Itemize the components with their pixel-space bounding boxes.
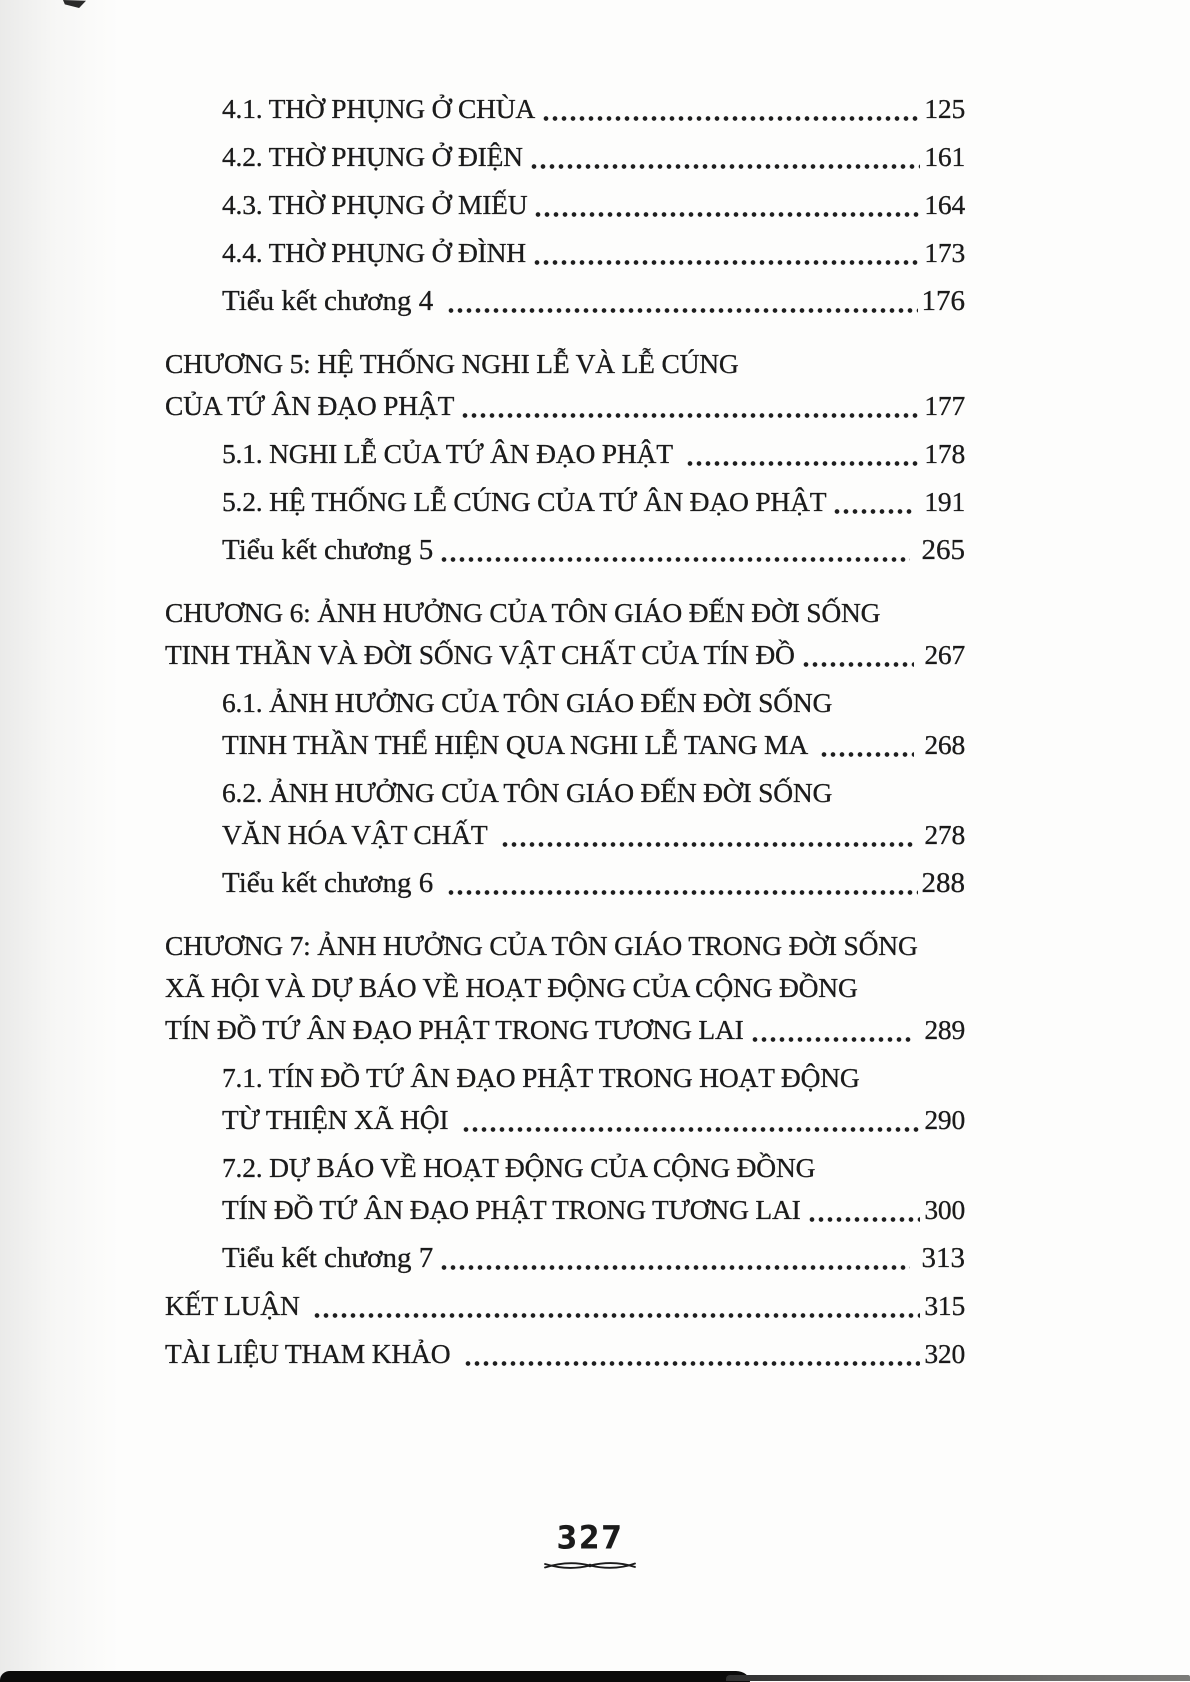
toc-entry [165, 433, 965, 475]
toc-entry-page-number: 268 [917, 729, 965, 760]
toc-entry-title: 7.1. TÍN ĐỒ TỨ ÂN ĐẠO PHẬT TRONG HOẠT ĐỘNG [222, 1062, 860, 1093]
toc-entry-line [222, 682, 965, 724]
toc-entry-line [165, 1009, 965, 1051]
dot-leader [440, 1263, 910, 1272]
toc-entry-title: 5.1. NGHI LỄ CỦA TỨ ÂN ĐẠO PHẬT [222, 438, 679, 469]
page-number: 327 [556, 1519, 624, 1558]
toc-entry-title: 6.1. ẢNH HƯỞNG CỦA TÔN GIÁO ĐẾN ĐỜI SỐNG [222, 687, 833, 718]
toc-entry-title: 6.2. ẢNH HƯỞNG CỦA TÔN GIÁO ĐẾN ĐỜI SỐNG [222, 777, 833, 808]
toc-entry [165, 529, 965, 571]
toc-entry-title: TINH THẦN VÀ ĐỜI SỐNG VẬT CHẤT CỦA TÍN ĐỒ [165, 639, 795, 670]
toc-entry-page-number: 178 [924, 438, 965, 469]
table-of-contents [165, 88, 965, 1381]
toc-entry-line [222, 1147, 965, 1189]
toc-entry-line [165, 925, 965, 967]
toc-entry [165, 481, 965, 523]
toc-entry-line [222, 481, 965, 523]
toc-entry-line [222, 1189, 965, 1231]
toc-entry-line [222, 814, 965, 856]
toc-entry [165, 343, 965, 427]
toc-entry [165, 184, 965, 226]
toc-entry-title: CHƯƠNG 6: ẢNH HƯỞNG CỦA TÔN GIÁO ĐẾN ĐỜI SỐNG [165, 597, 881, 628]
dot-leader [464, 1359, 920, 1368]
dot-leader [820, 750, 914, 759]
toc-entry-title: 4.4. THỜ PHỤNG Ở ĐÌNH [222, 237, 526, 268]
dot-leader [534, 210, 920, 219]
toc-entry-line [222, 433, 965, 475]
toc-entry-title: Tiểu kết chương 4 [222, 285, 441, 317]
toc-entry [165, 1333, 965, 1375]
toc-entry-line [165, 1333, 965, 1375]
dot-leader [751, 1035, 914, 1044]
toc-entry-page-number: 278 [917, 819, 965, 850]
toc-entry [165, 592, 965, 676]
toc-entry-page-number: 191 [917, 486, 965, 517]
toc-entry-page-number: 315 [924, 1290, 965, 1321]
dot-leader [440, 555, 910, 564]
toc-entry-title: CHƯƠNG 5: HỆ THỐNG NGHI LỄ VÀ LỄ CÚNG [165, 348, 739, 379]
toc-entry [165, 1057, 965, 1141]
toc-entry-title: Tiểu kết chương 7 [222, 1242, 434, 1274]
toc-entry-line [222, 862, 965, 904]
toc-entry-page-number: 177 [924, 390, 965, 421]
dot-leader [808, 1215, 921, 1224]
toc-entry [165, 1285, 965, 1327]
toc-entry-title: 4.3. THỜ PHỤNG Ở MIẾU [222, 189, 528, 220]
dot-leader [533, 258, 920, 267]
scan-artifact-top [63, 0, 86, 8]
toc-entry-title: 5.2. HỆ THỐNG LỄ CÚNG CỦA TỨ ÂN ĐẠO PHẬT [222, 486, 827, 517]
dot-leader [686, 459, 920, 468]
toc-entry [165, 1147, 965, 1231]
toc-entry-page-number: 313 [914, 1242, 965, 1274]
page-footer [0, 1519, 1180, 1573]
toc-entry-page-number: 161 [924, 141, 965, 172]
toc-entry-line [165, 343, 965, 385]
toc-entry-title: Tiểu kết chương 5 [222, 534, 434, 566]
dot-leader [461, 411, 920, 420]
toc-entry-line [222, 136, 965, 178]
toc-entry-title: 4.1. THỜ PHỤNG Ở CHÙA [222, 93, 536, 124]
toc-entry-line [222, 529, 965, 571]
toc-entry-line [222, 1057, 965, 1099]
toc-entry-title: 4.2. THỜ PHỤNG Ở ĐIỆN [222, 141, 523, 172]
toc-entry [165, 232, 965, 274]
toc-entry [165, 136, 965, 178]
toc-entry-line [165, 592, 965, 634]
toc-entry-title: TỪ THIỆN XÃ HỘI [222, 1104, 456, 1135]
toc-entry-line [222, 280, 965, 322]
toc-entry-page-number: 164 [924, 189, 965, 220]
dot-leader [462, 1125, 920, 1134]
toc-entry-page-number: 267 [917, 639, 965, 670]
toc-entry-page-number: 290 [924, 1104, 965, 1135]
scan-artifact-bottom-right [726, 1675, 1190, 1681]
dot-leader [501, 840, 914, 849]
toc-entry-line [222, 772, 965, 814]
toc-entry-line [222, 724, 965, 766]
toc-entry-page-number: 300 [924, 1194, 965, 1225]
toc-entry [165, 682, 965, 766]
scan-artifact-bottom-left [0, 1671, 750, 1682]
page-number-flourish-icon [542, 1558, 638, 1573]
toc-entry-line [165, 634, 965, 676]
toc-entry-title: TINH THẦN THỂ HIỆN QUA NGHI LỄ TANG MA [222, 729, 814, 760]
toc-entry [165, 88, 965, 130]
toc-entry-title: TÀI LIỆU THAM KHẢO [165, 1338, 458, 1369]
toc-entry [165, 280, 965, 322]
toc-entry-page-number: 173 [924, 237, 965, 268]
dot-leader [313, 1311, 920, 1320]
toc-entry-title: CỦA TỨ ÂN ĐẠO PHẬT [165, 390, 455, 421]
toc-entry-line [165, 1285, 965, 1327]
toc-entry-title: KẾT LUẬN [165, 1290, 307, 1321]
dot-leader [447, 888, 917, 897]
dot-leader [833, 507, 913, 516]
toc-entry-page-number: 320 [924, 1338, 965, 1369]
toc-entry-page-number: 288 [921, 867, 965, 899]
toc-entry-title: XÃ HỘI VÀ DỰ BÁO VỀ HOẠT ĐỘNG CỦA CỘNG ĐỒNG [165, 972, 858, 1003]
toc-entry-title: TÍN ĐỒ TỨ ÂN ĐẠO PHẬT TRONG TƯƠNG LAI [222, 1194, 801, 1225]
toc-entry-page-number: 289 [917, 1014, 965, 1045]
toc-entry-title: Tiểu kết chương 6 [222, 867, 441, 899]
toc-entry-line [222, 88, 965, 130]
toc-entry-title: TÍN ĐỒ TỨ ÂN ĐẠO PHẬT TRONG TƯƠNG LAI [165, 1014, 744, 1045]
toc-entry-title: CHƯƠNG 7: ẢNH HƯỞNG CỦA TÔN GIÁO TRONG ĐỜI SỐNG [165, 930, 918, 961]
toc-entry-line [222, 1237, 965, 1279]
toc-entry [165, 925, 965, 1051]
toc-entry [165, 1237, 965, 1279]
toc-entry-title: VĂN HÓA VẬT CHẤT [222, 819, 494, 850]
toc-entry [165, 862, 965, 904]
toc-entry-title: 7.2. DỰ BÁO VỀ HOẠT ĐỘNG CỦA CỘNG ĐỒNG [222, 1152, 816, 1183]
dot-leader [802, 660, 914, 669]
toc-entry-line [222, 184, 965, 226]
toc-entry-line [222, 232, 965, 274]
toc-entry-line [222, 1099, 965, 1141]
left-edge-shadow [0, 0, 130, 1682]
dot-leader [542, 114, 920, 123]
toc-entry-page-number: 265 [914, 534, 965, 566]
toc-entry-page-number: 125 [924, 93, 965, 124]
toc-entry-page-number: 176 [921, 285, 965, 317]
toc-entry-line [165, 385, 965, 427]
dot-leader [530, 162, 921, 171]
toc-entry-line [165, 967, 965, 1009]
toc-entry [165, 772, 965, 856]
dot-leader [447, 306, 917, 315]
